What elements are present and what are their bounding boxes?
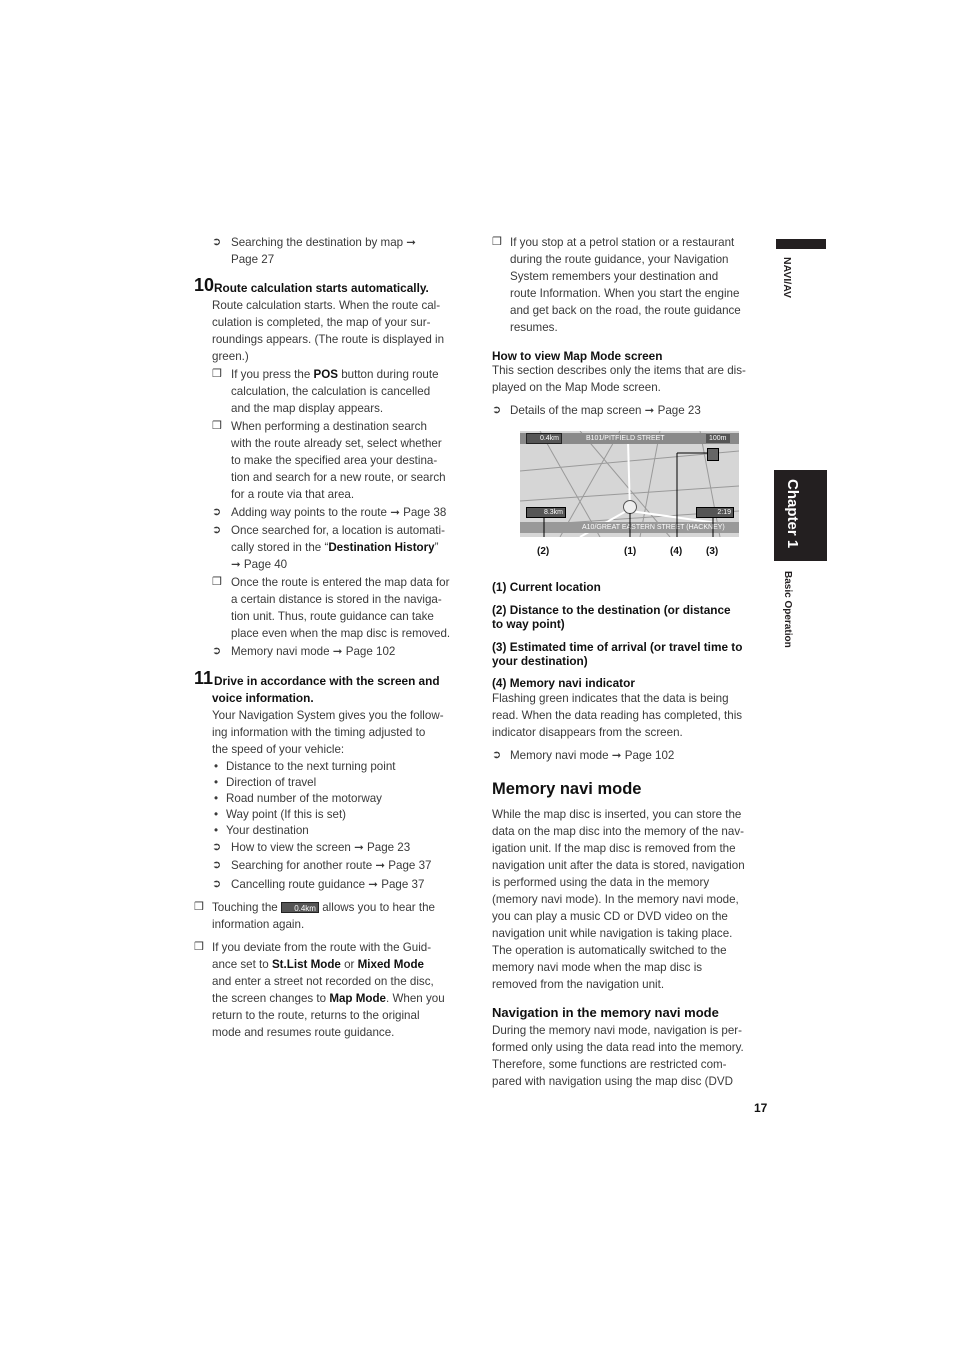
note-icon: ❒ bbox=[212, 576, 222, 588]
list-item bbox=[214, 775, 396, 791]
text: igation unit. If the map disc is removed from the bbox=[492, 842, 736, 855]
note bbox=[231, 574, 450, 642]
text-line bbox=[231, 435, 446, 452]
note-icon: ❒ bbox=[492, 236, 502, 248]
text: for a route via that area. bbox=[231, 488, 355, 501]
text-line bbox=[231, 486, 446, 503]
text: button during route bbox=[337, 368, 439, 381]
text-line bbox=[212, 331, 444, 348]
text-line bbox=[231, 251, 416, 268]
text: to make the specified area your destina- bbox=[231, 454, 438, 467]
step-heading: Route calculation starts automatically. bbox=[214, 281, 429, 295]
text-line bbox=[231, 591, 450, 608]
text-line bbox=[231, 643, 395, 660]
text-line bbox=[212, 956, 445, 973]
cross-reference bbox=[231, 522, 445, 573]
text-line bbox=[212, 314, 444, 331]
section-bar bbox=[776, 239, 826, 249]
text-line bbox=[212, 741, 444, 758]
text-line bbox=[492, 841, 745, 858]
text: If you deviate from the route with the Guid- bbox=[212, 941, 432, 954]
text: Details of the map screen ➞ Page 23 bbox=[510, 404, 701, 417]
text-line bbox=[212, 939, 445, 956]
street-name-top: B101/PITFIELD STREET bbox=[586, 435, 665, 442]
text: mode and resumes route guidance. bbox=[212, 1026, 395, 1039]
text-line bbox=[231, 452, 446, 469]
callout-label: (2) bbox=[537, 546, 550, 557]
text-line bbox=[492, 362, 746, 379]
text: memory navi mode when the map disc is bbox=[492, 961, 703, 974]
text-line bbox=[510, 285, 741, 302]
cross-reference bbox=[231, 234, 416, 268]
section-heading: How to view Map Mode screen bbox=[492, 349, 663, 363]
text-line bbox=[212, 297, 444, 314]
text: ➞ Page 40 bbox=[231, 558, 288, 571]
distance-button-icon bbox=[281, 902, 319, 913]
text-line bbox=[492, 977, 745, 994]
note bbox=[510, 234, 741, 336]
item-heading: to way point) bbox=[492, 617, 565, 631]
text-line bbox=[231, 366, 439, 383]
note-text: allows you to hear the bbox=[322, 901, 436, 914]
text: (memory navi mode). In the memory navi mode, bbox=[492, 893, 739, 906]
text: removed from the navigation unit. bbox=[492, 978, 665, 991]
text-line bbox=[492, 926, 745, 943]
subsection-title: Navigation in the memory navi mode bbox=[492, 1005, 719, 1020]
cross-reference bbox=[231, 876, 424, 893]
text: resumes. bbox=[510, 321, 558, 334]
map-screen-image bbox=[520, 431, 739, 537]
text: Route calculation starts. When the route cal- bbox=[212, 299, 441, 312]
text: System remembers your destination and bbox=[510, 270, 719, 283]
section-title: Memory navi mode bbox=[492, 780, 642, 798]
text: ance set to bbox=[212, 958, 272, 971]
text: or bbox=[340, 958, 358, 971]
text-line bbox=[231, 383, 439, 400]
text: ing information with the timing adjusted to bbox=[212, 726, 426, 739]
text: Once the route is entered the map data for bbox=[231, 576, 450, 589]
bullet-icon: • bbox=[214, 792, 219, 805]
list-item bbox=[214, 759, 396, 775]
arrival-time-value: 2:19 bbox=[717, 509, 731, 516]
text: Once searched for, a location is automati- bbox=[231, 524, 445, 537]
item-heading: (2) Distance to the destination (or distance bbox=[492, 603, 731, 617]
step-number: 11 bbox=[194, 668, 214, 688]
text-line bbox=[231, 469, 446, 486]
text: the speed of your vehicle: bbox=[212, 743, 345, 756]
text-line bbox=[492, 1056, 744, 1073]
cross-reference bbox=[231, 643, 395, 660]
list-item bbox=[214, 807, 396, 823]
text: Memory navi mode ➞ Page 102 bbox=[231, 645, 396, 658]
text-line bbox=[231, 876, 424, 893]
cross-reference-icon: ➲ bbox=[212, 236, 222, 248]
bullet-icon: • bbox=[214, 776, 219, 789]
text-line bbox=[492, 960, 745, 977]
text: Adding way points to the route ➞ Page 38 bbox=[231, 506, 447, 519]
text: During the memory navi mode, navigation is per- bbox=[492, 1024, 743, 1037]
text-line bbox=[231, 625, 450, 642]
text-line bbox=[231, 418, 446, 435]
item-heading: (3) Estimated time of arrival (or travel time to bbox=[492, 640, 743, 654]
item-heading: (4) Memory navi indicator bbox=[492, 676, 635, 690]
text: Road number of the motorway bbox=[226, 792, 382, 805]
bullet-icon: • bbox=[214, 760, 219, 773]
page-number: 17 bbox=[754, 1101, 768, 1115]
paragraph bbox=[492, 807, 745, 994]
text: If you press the bbox=[231, 368, 314, 381]
list-item bbox=[214, 791, 396, 807]
cross-reference-icon: ➲ bbox=[212, 841, 222, 853]
note-icon: ❒ bbox=[194, 941, 204, 953]
item-heading: your destination) bbox=[492, 654, 588, 668]
text-line bbox=[492, 909, 745, 926]
paragraph bbox=[492, 362, 746, 396]
text-line bbox=[492, 1039, 744, 1056]
cross-reference-icon: ➲ bbox=[492, 749, 502, 761]
text: Your destination bbox=[226, 824, 309, 837]
text-line bbox=[510, 747, 674, 764]
text: tion unit. Thus, route guidance can take bbox=[231, 610, 434, 623]
note-icon: ❒ bbox=[194, 901, 204, 913]
cross-reference bbox=[231, 857, 432, 874]
bullet-list bbox=[214, 759, 396, 839]
text: . When you bbox=[386, 992, 445, 1005]
cross-reference bbox=[510, 747, 674, 764]
step-heading: Drive in accordance with the screen and bbox=[214, 674, 440, 688]
text: a certain distance is stored in the naviga- bbox=[231, 593, 442, 606]
text: route Information. When you start the engine bbox=[510, 287, 740, 300]
bullet-icon: • bbox=[214, 808, 219, 821]
text-line bbox=[212, 1024, 445, 1041]
text-line bbox=[492, 824, 745, 841]
text: Cancelling route guidance ➞ Page 37 bbox=[231, 878, 425, 891]
text: with the route already set, select whether bbox=[231, 437, 442, 450]
text-line bbox=[231, 574, 450, 591]
text: The operation is automatically switched to the bbox=[492, 944, 727, 957]
paragraph bbox=[492, 1022, 744, 1090]
destination-distance-value: 8.3km bbox=[543, 509, 563, 516]
text: While the map disc is inserted, you can store the bbox=[492, 808, 742, 821]
text-line bbox=[212, 990, 445, 1007]
text: you can play a music CD or DVD video on the bbox=[492, 910, 728, 923]
text-line bbox=[492, 1073, 744, 1090]
text: This section describes only the items that are dis- bbox=[492, 364, 746, 377]
cross-reference-icon: ➲ bbox=[212, 506, 222, 518]
text-line bbox=[231, 504, 446, 521]
text-line bbox=[492, 807, 745, 824]
cross-reference-icon: ➲ bbox=[212, 645, 222, 657]
cross-reference-icon: ➲ bbox=[492, 404, 502, 416]
text: Way point (If this is set) bbox=[226, 808, 347, 821]
text: ” bbox=[434, 541, 439, 554]
paragraph bbox=[212, 297, 444, 365]
text-line bbox=[492, 707, 742, 724]
text-line bbox=[492, 892, 745, 909]
text-line bbox=[231, 400, 439, 417]
note bbox=[231, 366, 439, 417]
text: When performing a destination search bbox=[231, 420, 427, 433]
text: green.) bbox=[212, 350, 249, 363]
note bbox=[231, 418, 446, 503]
text-line bbox=[231, 522, 445, 539]
text: Searching the destination by map ➞ bbox=[231, 236, 417, 249]
note-text: Touching the bbox=[212, 901, 278, 914]
text: place even when the map disc is removed. bbox=[231, 627, 451, 640]
text: Flashing green indicates that the data is being bbox=[492, 692, 729, 705]
text-line bbox=[510, 319, 741, 336]
text-line bbox=[212, 973, 445, 990]
text: read. When the data reading has completed, this bbox=[492, 709, 743, 722]
text: Your Navigation System gives you the follow- bbox=[212, 709, 444, 722]
bold-term: Map Mode bbox=[329, 992, 386, 1005]
item-heading: (1) Current location bbox=[492, 580, 601, 594]
next-turn-distance-value: 0.4km bbox=[539, 435, 559, 442]
text-line bbox=[510, 402, 701, 419]
text: If you stop at a petrol station or a restaurant bbox=[510, 236, 735, 249]
step-number: 10 bbox=[194, 275, 215, 295]
callout-label: (1) bbox=[624, 546, 637, 557]
text: Page 27 bbox=[231, 253, 275, 266]
note-icon: ❒ bbox=[212, 368, 222, 380]
callout-lines bbox=[520, 431, 739, 537]
text: is performed using the data in the memory bbox=[492, 876, 710, 889]
text: and enter a street not recorded on the disc, bbox=[212, 975, 434, 988]
text-line bbox=[212, 348, 444, 365]
text-line bbox=[510, 268, 741, 285]
text: during the route guidance, your Navigation bbox=[510, 253, 729, 266]
cross-reference bbox=[510, 402, 701, 419]
bold-term: Destination History bbox=[328, 541, 435, 554]
bold-term: Mixed Mode bbox=[357, 958, 424, 971]
paragraph bbox=[492, 690, 742, 741]
text-line bbox=[510, 302, 741, 319]
text-line bbox=[492, 1022, 744, 1039]
text: return to the route, returns to the original bbox=[212, 1009, 420, 1022]
cross-reference-icon: ➲ bbox=[212, 524, 222, 536]
text-line bbox=[492, 690, 742, 707]
note bbox=[212, 899, 435, 933]
text: cally stored in the “ bbox=[231, 541, 329, 554]
bold-term: St.List Mode bbox=[271, 958, 341, 971]
text-line bbox=[212, 1007, 445, 1024]
text: navigation unit after the data is stored, navigation bbox=[492, 859, 745, 872]
text-line bbox=[212, 707, 444, 724]
text-line bbox=[510, 234, 741, 251]
text-line bbox=[492, 724, 742, 741]
text-line bbox=[492, 858, 745, 875]
list-item bbox=[214, 823, 396, 839]
text: Therefore, some functions are restricted com- bbox=[492, 1058, 727, 1071]
callout-label: (4) bbox=[670, 546, 683, 557]
text: played on the Map Mode screen. bbox=[492, 381, 661, 394]
text: calculation, the calculation is cancelled bbox=[231, 385, 431, 398]
text: Direction of travel bbox=[226, 776, 317, 789]
distance-button-text: 0.4km bbox=[294, 904, 316, 914]
text-line bbox=[231, 556, 445, 573]
text: Distance to the next turning point bbox=[226, 760, 396, 773]
bullet-icon: • bbox=[214, 824, 219, 837]
text-line bbox=[231, 539, 445, 556]
text-line bbox=[231, 839, 410, 856]
note-icon: ❒ bbox=[212, 420, 222, 432]
text-line bbox=[510, 251, 741, 268]
text-line bbox=[492, 379, 746, 396]
cross-reference bbox=[231, 839, 410, 856]
text-line bbox=[492, 875, 745, 892]
bold-term: POS bbox=[313, 368, 338, 381]
callout-label: (3) bbox=[706, 546, 719, 557]
street-name-bottom: A10/GREAT EASTERN STREET (HACKNEY) bbox=[582, 524, 725, 531]
chapter-label: Chapter 1 bbox=[784, 479, 801, 549]
step-heading-cont: voice information. bbox=[212, 691, 314, 705]
text: Memory navi mode ➞ Page 102 bbox=[510, 749, 675, 762]
cross-reference bbox=[231, 504, 446, 521]
cross-reference-icon: ➲ bbox=[212, 878, 222, 890]
section-label: NAVI/AV bbox=[781, 257, 793, 299]
text: Searching for another route ➞ Page 37 bbox=[231, 859, 432, 872]
text: culation is completed, the map of your sur- bbox=[212, 316, 431, 329]
text: and the map display appears. bbox=[231, 402, 384, 415]
text-line bbox=[231, 608, 450, 625]
paragraph bbox=[212, 707, 444, 758]
map-scale: 100m bbox=[706, 434, 730, 443]
text: the screen changes to bbox=[212, 992, 330, 1005]
text: and get back on the road, the route guidance bbox=[510, 304, 741, 317]
text: navigation unit while navigation is taking place. bbox=[492, 927, 733, 940]
text: pared with navigation using the map disc (DVD bbox=[492, 1075, 734, 1088]
cross-reference-icon: ➲ bbox=[212, 859, 222, 871]
note-text: information again. bbox=[212, 918, 305, 931]
chapter-tab bbox=[774, 470, 827, 561]
text-line bbox=[212, 724, 444, 741]
text: data on the map disc into the memory of the nav- bbox=[492, 825, 744, 838]
text-line bbox=[231, 857, 432, 874]
text: formed only using the data read into the memory. bbox=[492, 1041, 744, 1054]
text-line bbox=[492, 943, 745, 960]
text: How to view the screen ➞ Page 23 bbox=[231, 841, 411, 854]
text: indicator disappears from the screen. bbox=[492, 726, 683, 739]
text: tion and search for a new route, or search bbox=[231, 471, 446, 484]
text: roundings appears. (The route is displayed in bbox=[212, 333, 445, 346]
text-line bbox=[231, 234, 416, 251]
chapter-title: Basic Operation bbox=[782, 571, 793, 648]
note bbox=[212, 939, 445, 1041]
